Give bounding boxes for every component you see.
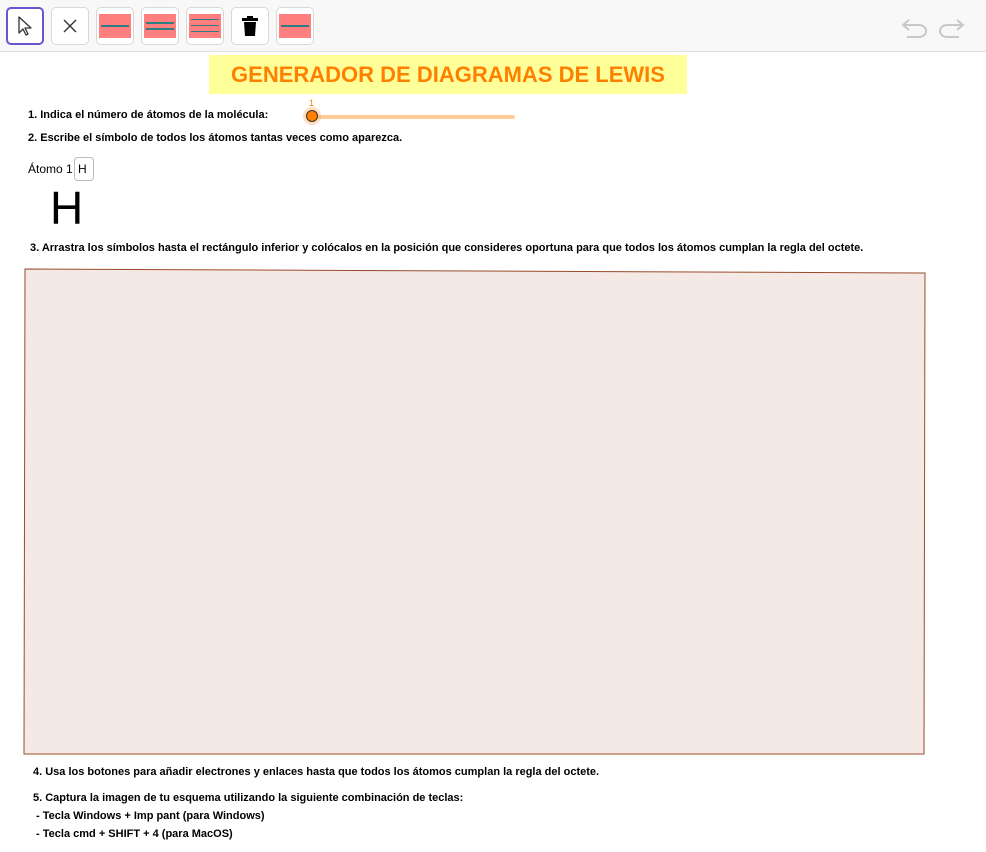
step-5-text: 5. Captura la imagen de tu esquema utilizando la siguiente combinación de teclas: bbox=[33, 792, 464, 804]
step-3-text: 3. Arrastra los símbolos hasta el rectángulo inferior y colócalos en la posición que consideres oportuna para que todos los átomos cumplan la regla del octete. bbox=[30, 242, 864, 254]
step-5-windows-text: - Tecla Windows + Imp pant (para Windows) bbox=[33, 810, 265, 822]
step-1-text: 1. Indica el número de átomos de la molécula: bbox=[28, 109, 269, 121]
atom-count-slider-value: 1 bbox=[309, 98, 315, 108]
atom-1-label: Átomo 1 bbox=[28, 162, 73, 176]
atom-1-symbol[interactable]: H bbox=[50, 182, 84, 234]
page-title: GENERADOR DE DIAGRAMAS DE LEWIS bbox=[209, 55, 687, 94]
step-4-text: 4. Usa los botones para añadir electrones y enlaces hasta que todos los átomos cumplan la regla del octete. bbox=[33, 766, 600, 778]
lewis-drawing-area[interactable] bbox=[24, 269, 925, 754]
step-2-text: 2. Escribe el símbolo de todos los átomos tantas veces como aparezca. bbox=[28, 132, 403, 144]
step-5-mac-text: - Tecla cmd + SHIFT + 4 (para MacOS) bbox=[33, 828, 233, 840]
